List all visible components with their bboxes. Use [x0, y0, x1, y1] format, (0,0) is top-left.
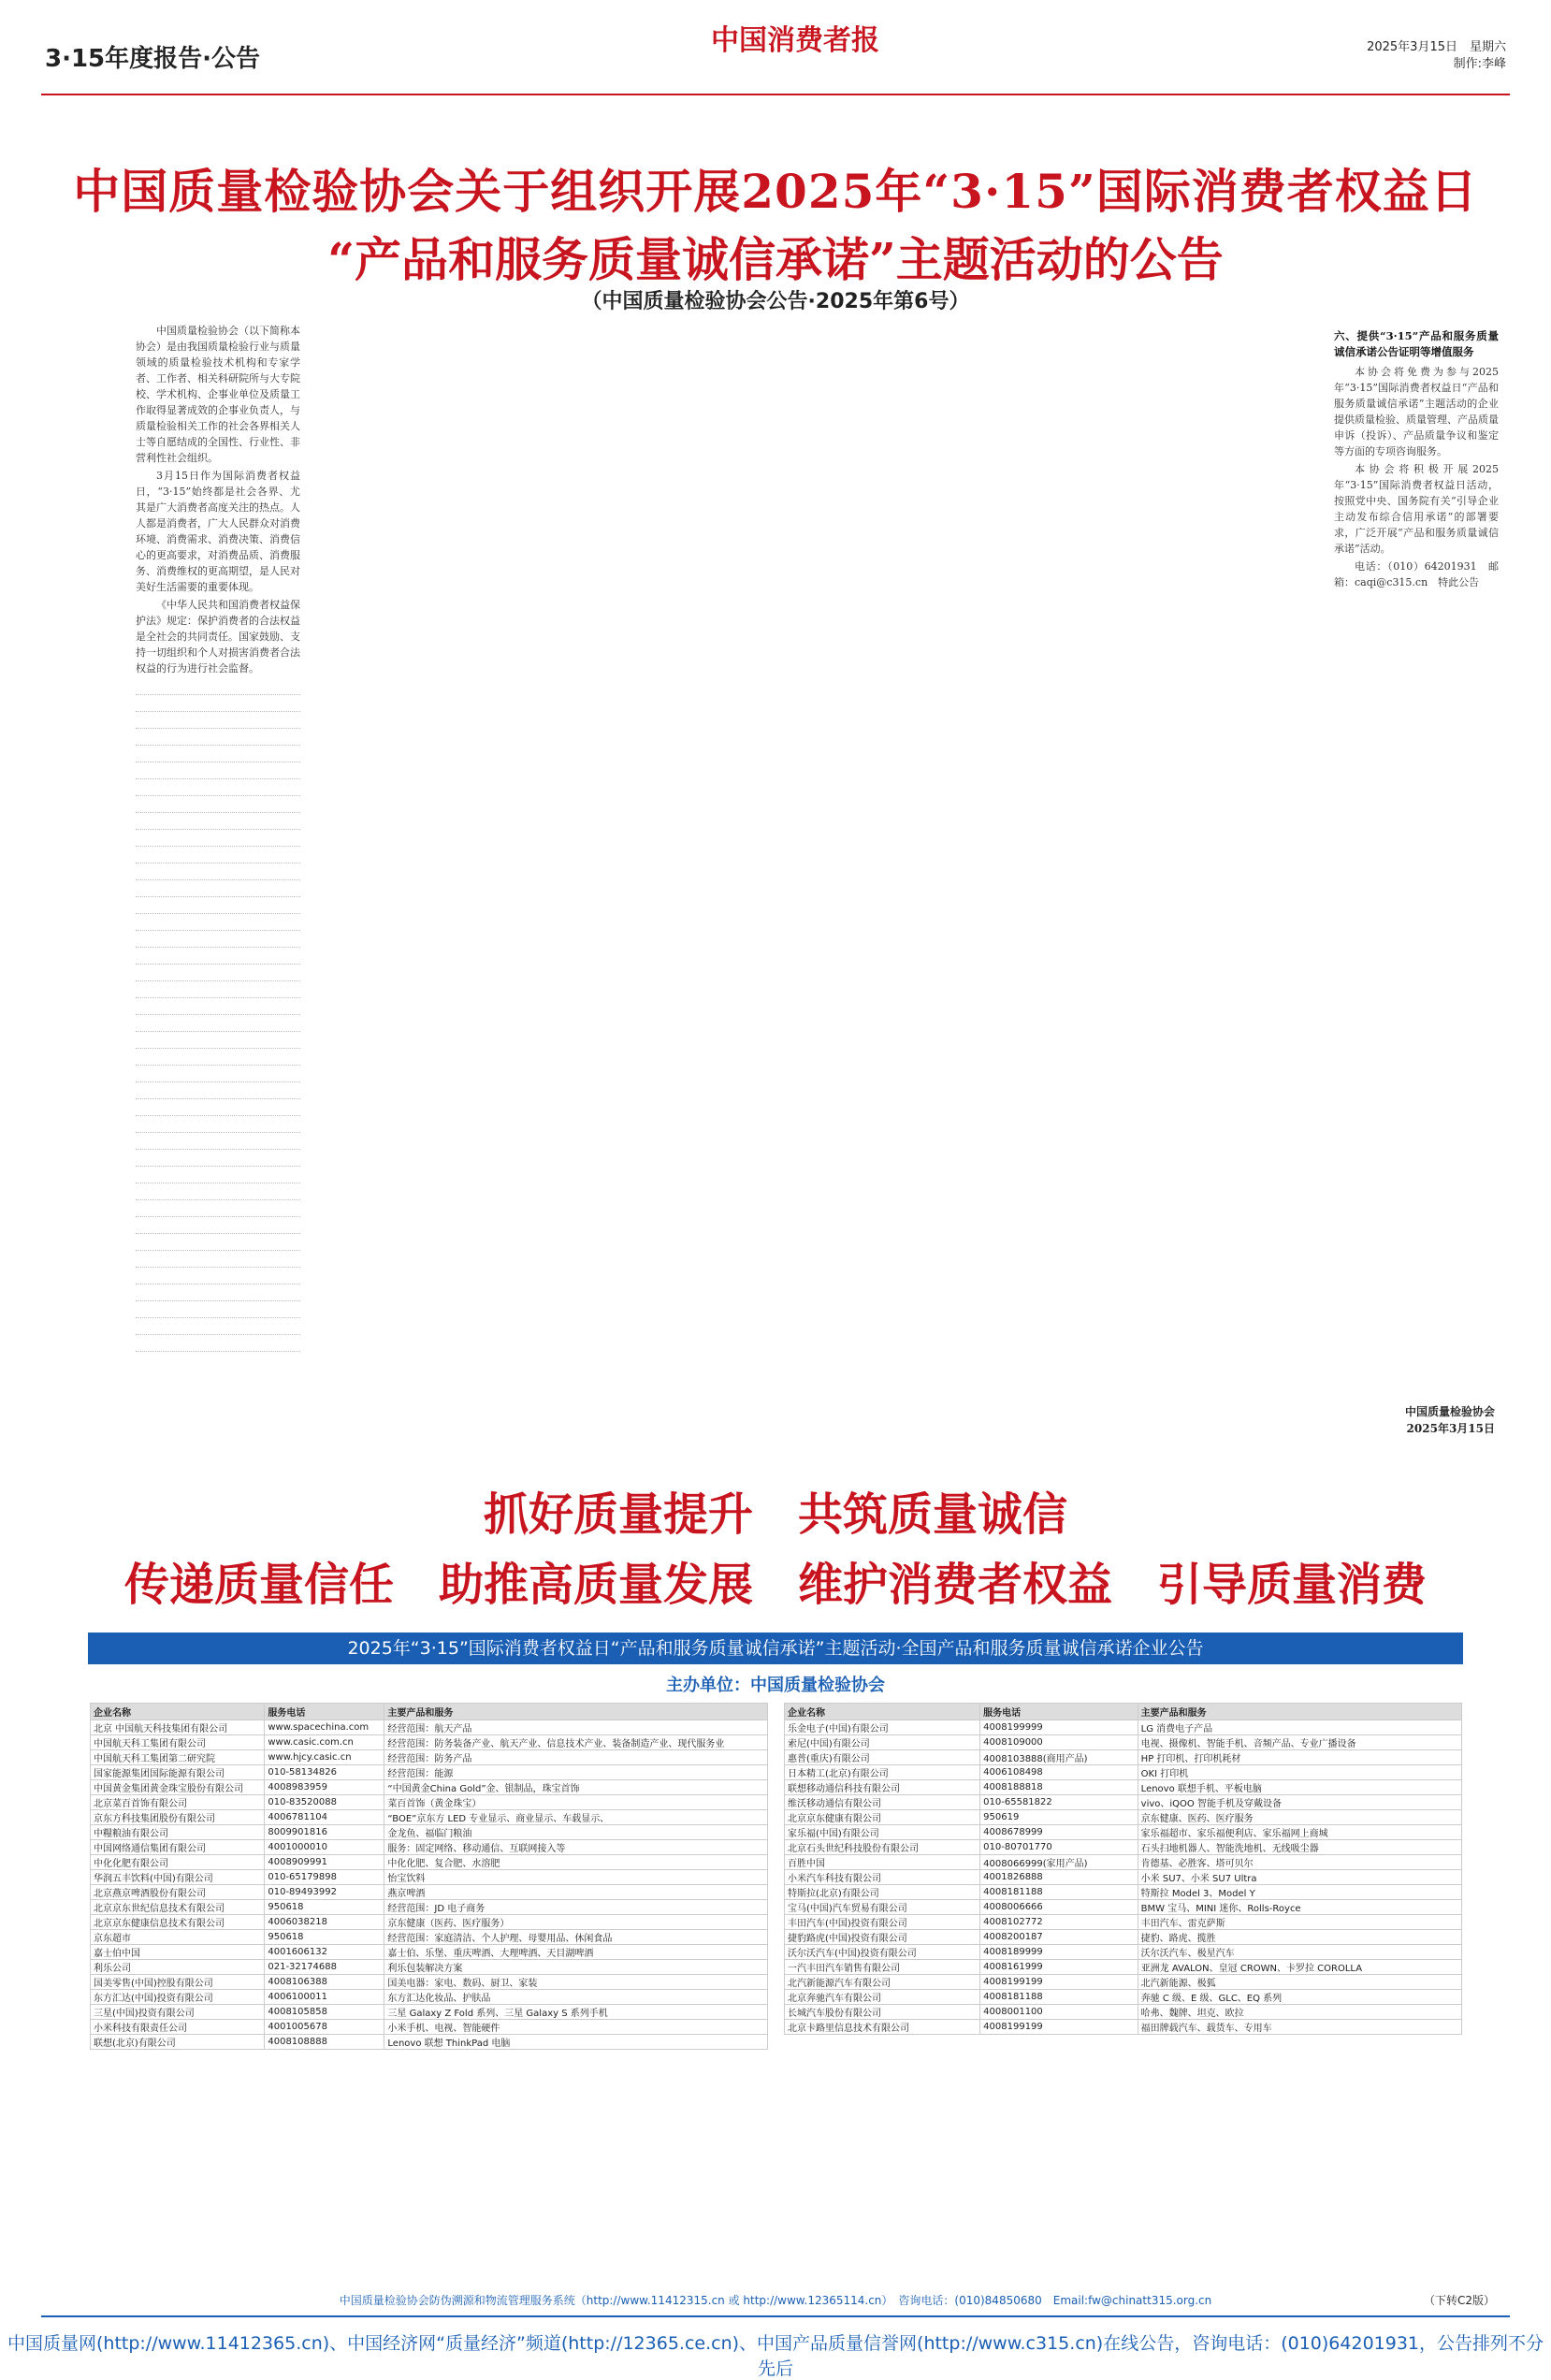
- article-body: [136, 323, 1499, 1464]
- section-label: 3·15年度报告·公告: [45, 45, 261, 73]
- table-row: [91, 1945, 768, 1960]
- products-cell: 金龙鱼、福临门粮油: [384, 1825, 768, 1840]
- service-phone-cell: 4001606132: [265, 1945, 384, 1960]
- table-row: [91, 1975, 768, 1990]
- company-name-cell: 百胜中国: [785, 1855, 980, 1870]
- table-row: [785, 1915, 1462, 1930]
- table-row: [91, 2020, 768, 2035]
- service-phone-cell: 4008188818: [980, 1780, 1138, 1795]
- table-header-phone: 服务电话: [265, 1704, 384, 1720]
- company-name-cell: 家乐福(中国)有限公司: [785, 1825, 980, 1840]
- company-name-cell: 中化化肥有限公司: [91, 1855, 265, 1870]
- table-row: [91, 1780, 768, 1795]
- products-cell: 京东健康、医药、医疗服务: [1138, 1810, 1461, 1825]
- company-name-cell: 北京燕京啤酒股份有限公司: [91, 1885, 265, 1900]
- company-name-cell: 中糧粮油有限公司: [91, 1825, 265, 1840]
- signature: [1405, 1403, 1495, 1437]
- article-paragraph: 本协会将积极开展2025年“3·15”国际消费者权益日活动，按照党中央、国务院有关“引导企业主动发布综合信用承诺”的部署要求，广泛开展“产品和服务质量诚信承诺”活动。: [1334, 463, 1499, 555]
- table-row: [785, 2005, 1462, 2020]
- article-column-2: [307, 323, 471, 1464]
- table-header-products: 主要产品和服务: [384, 1704, 768, 1720]
- company-name-cell: 特斯拉(北京)有限公司: [785, 1885, 980, 1900]
- company-name-cell: 国美零售(中国)控股有限公司: [91, 1975, 265, 1990]
- products-cell: 家乐福超市、家乐福便利店、家乐福网上商城: [1138, 1825, 1461, 1840]
- products-cell: 三星 Galaxy Z Fold 系列、三星 Galaxy S 系列手机: [384, 2005, 768, 2020]
- table-row: [785, 1840, 1462, 1855]
- service-phone-cell: 4008102772: [980, 1915, 1138, 1930]
- continued-label: （下转C2版）: [1423, 2294, 1495, 2307]
- company-name-cell: 小米汽车科技有限公司: [785, 1870, 980, 1885]
- service-phone-cell: 4008181188: [980, 1885, 1138, 1900]
- article-title-line2: “产品和服务质量诚信承诺”主题活动的公告: [327, 232, 1224, 287]
- service-phone-cell: 4008108888: [265, 2035, 384, 2050]
- announcement-bar: 2025年“3·15”国际消费者权益日“产品和服务质量诚信承诺”主题活动·全国产品和服务质量诚信承诺企业公告: [88, 1633, 1463, 1664]
- service-phone-cell: 4008161999: [980, 1960, 1138, 1975]
- products-cell: 国美电器：家电、数码、厨卫、家装: [384, 1975, 768, 1990]
- company-name-cell: 捷豹路虎(中国)投资有限公司: [785, 1930, 980, 1945]
- service-phone-cell: 4006781104: [265, 1810, 384, 1825]
- page-header: [0, 0, 1551, 103]
- service-phone-cell: 4008106388: [265, 1975, 384, 1990]
- company-name-cell: 小米科技有限责任公司: [91, 2020, 265, 2035]
- products-cell: 石头扫地机器人、智能洗地机、无线吸尘器: [1138, 1840, 1461, 1855]
- table-row: [785, 1960, 1462, 1975]
- table-row: [785, 1810, 1462, 1825]
- table-row: [91, 1990, 768, 2005]
- service-phone-cell: 4008103888(商用产品): [980, 1750, 1138, 1765]
- company-name-cell: 中国网络通信集团有限公司: [91, 1840, 265, 1855]
- issue-date: 2025年3月15日 星期六: [1367, 40, 1506, 54]
- service-phone-cell: 4001005678: [265, 2020, 384, 2035]
- company-name-cell: 北汽新能源汽车有限公司: [785, 1975, 980, 1990]
- issue-info: [1367, 39, 1506, 73]
- company-name-cell: 一汽丰田汽车销售有限公司: [785, 1960, 980, 1975]
- service-phone-cell: www.spacechina.com: [265, 1720, 384, 1735]
- newspaper-logo: 中国消费者报: [711, 24, 879, 57]
- products-cell: 福田牌载汽车、载货车、专用车: [1138, 2020, 1461, 2035]
- company-name-cell: 联想移动通信科技有限公司: [785, 1780, 980, 1795]
- products-cell: 亚洲龙 AVALON、皇冠 CROWN、卡罗拉 COROLLA: [1138, 1960, 1461, 1975]
- products-cell: 经营范围：防务产品: [384, 1750, 768, 1765]
- service-phone-cell: 4008678999: [980, 1825, 1138, 1840]
- service-phone-cell: 010-65179898: [265, 1870, 384, 1885]
- service-phone-cell: www.hjcy.casic.cn: [265, 1750, 384, 1765]
- products-cell: 菜百首饰（黄金珠宝）: [384, 1795, 768, 1810]
- table-row: [91, 1765, 768, 1780]
- article-column-6: [992, 323, 1156, 1464]
- table-header-name: 企业名称: [785, 1704, 980, 1720]
- table-row: [785, 1825, 1462, 1840]
- company-name-cell: 北京京东健康信息技术有限公司: [91, 1915, 265, 1930]
- service-phone-cell: 010-80701770: [980, 1840, 1138, 1855]
- slogan-line1: 抓好质量提升 共筑质量诚信: [483, 1488, 1067, 1541]
- company-name-cell: 东方汇达(中国)投资有限公司: [91, 1990, 265, 2005]
- table-row: [91, 1870, 768, 1885]
- table-row: [785, 2020, 1462, 2035]
- company-name-cell: 北京菜百首饰有限公司: [91, 1795, 265, 1810]
- products-cell: 奔驰 C 级、E 级、GLC、EQ 系列: [1138, 1990, 1461, 2005]
- article-column-8: [1334, 323, 1499, 1464]
- company-name-cell: 沃尔沃汽车(中国)投资有限公司: [785, 1945, 980, 1960]
- table-row: [91, 1855, 768, 1870]
- products-cell: “中国黄金China Gold”金、银制品，珠宝首饰: [384, 1780, 768, 1795]
- company-name-cell: 利乐公司: [91, 1960, 265, 1975]
- products-cell: 肯德基、必胜客、塔可贝尔: [1138, 1855, 1461, 1870]
- company-name-cell: 中国航天科工集团第二研究院: [91, 1750, 265, 1765]
- company-name-cell: 长城汽车股份有限公司: [785, 2005, 980, 2020]
- service-phone-cell: 4008189999: [980, 1945, 1138, 1960]
- products-cell: 经营范围：能源: [384, 1765, 768, 1780]
- article-column-4: [649, 323, 814, 1464]
- company-name-cell: 索尼(中国)有限公司: [785, 1735, 980, 1750]
- signature-org: 中国质量检验协会: [1404, 1405, 1495, 1418]
- article-paragraph: 电话：（010）64201931 邮箱：caqi@c315.cn 特此公告: [1334, 560, 1499, 588]
- company-name-cell: 北京奔驰汽车有限公司: [785, 1990, 980, 2005]
- table-row: [91, 1720, 768, 1735]
- signature-date: 2025年3月15日: [1406, 1422, 1495, 1435]
- products-cell: HP 打印机、打印机耗材: [1138, 1750, 1461, 1765]
- section-heading: 六、提供“3·15”产品和服务质量诚信承诺公告证明等增值服务: [1334, 329, 1499, 358]
- company-name-cell: 华润五丰饮料(中国)有限公司: [91, 1870, 265, 1885]
- service-phone-cell: www.casic.com.cn: [265, 1735, 384, 1750]
- products-cell: 哈弗、魏牌、坦克、欧拉: [1138, 2005, 1461, 2020]
- table-row: [785, 1735, 1462, 1750]
- table-header-products: 主要产品和服务: [1138, 1704, 1461, 1720]
- service-phone-cell: 4008909991: [265, 1855, 384, 1870]
- company-name-cell: 北京 中国航天科技集团有限公司: [91, 1720, 265, 1735]
- article-paragraph: 3月15日作为国际消费者权益日，“3·15”始终都是社会各界、尤其是广大消费者高度关注的热点。人人都是消费者，广大人民群众对消费环境、消费需求、消费决策、消费信心的更高要求，对消费品质、消费服务、消费维权的更高期望，是人民对美好生活需要的重要体现。: [136, 470, 300, 593]
- products-cell: 经营范围：航天产品: [384, 1720, 768, 1735]
- company-name-cell: 中国航天科工集团有限公司: [91, 1735, 265, 1750]
- table-header-name: 企业名称: [91, 1704, 265, 1720]
- company-name-cell: 乐金电子(中国)有限公司: [785, 1720, 980, 1735]
- footer-line1: [0, 2292, 1551, 2308]
- service-phone-cell: 010-83520088: [265, 1795, 384, 1810]
- service-phone-cell: 4008199999: [980, 1720, 1138, 1735]
- service-phone-cell: 021-32174688: [265, 1960, 384, 1975]
- service-phone-cell: 4006100011: [265, 1990, 384, 2005]
- table-row: [91, 1930, 768, 1945]
- table-row: [785, 1930, 1462, 1945]
- products-cell: OKI 打印机: [1138, 1765, 1461, 1780]
- article-paragraph: 《中华人民共和国消费者权益保护法》规定：保护消费者的合法权益是全社会的共同责任。国家鼓励、支持一切组织和个人对损害消费者合法权益的行为进行社会监督。: [136, 599, 300, 675]
- products-cell: 电视、摄像机、智能手机、音频产品、专业广播设备: [1138, 1735, 1461, 1750]
- footer-service-info: 中国质量检验协会防伪溯源和物流管理服务系统（http://www.11412315.cn 或 http://www.12365114.cn） 咨询电话：(010)84850680 Email:fw@chinatt315.org.cn: [339, 2294, 1212, 2307]
- enterprise-table-left: [90, 1703, 768, 2050]
- company-name-cell: 宝马(中国)汽车贸易有限公司: [785, 1900, 980, 1915]
- service-phone-cell: 4006038218: [265, 1915, 384, 1930]
- service-phone-cell: 4008181188: [980, 1990, 1138, 2005]
- products-cell: 中化化肥、复合肥、水溶肥: [384, 1855, 768, 1870]
- table-row: [91, 1795, 768, 1810]
- company-name-cell: 维沃移动通信有限公司: [785, 1795, 980, 1810]
- products-cell: Lenovo 联想 ThinkPad 电脑: [384, 2035, 768, 2050]
- service-phone-cell: 4006108498: [980, 1765, 1138, 1780]
- company-name-cell: 京东超市: [91, 1930, 265, 1945]
- service-phone-cell: 4008105858: [265, 2005, 384, 2020]
- table-row: [785, 1885, 1462, 1900]
- company-name-cell: 嘉士伯中国: [91, 1945, 265, 1960]
- service-phone-cell: 4008006666: [980, 1900, 1138, 1915]
- service-phone-cell: 4008199199: [980, 1975, 1138, 1990]
- service-phone-cell: 4008199199: [980, 2020, 1138, 2035]
- header-divider: [41, 94, 1510, 95]
- service-phone-cell: 010-58134826: [265, 1765, 384, 1780]
- table-row: [91, 2005, 768, 2020]
- table-row: [91, 1840, 768, 1855]
- table-row: [785, 1855, 1462, 1870]
- table-row: [785, 1765, 1462, 1780]
- table-row: [91, 1810, 768, 1825]
- article-paragraph: 本协会将免费为参与2025年“3·15”国际消费者权益日“产品和服务质量诚信承诺”主题活动的企业提供质量检验、质量管理、产品质量申诉（投诉）、产品质量争议和鉴定等方面的专项咨询服务。: [1334, 366, 1499, 457]
- enterprise-table-right: [784, 1703, 1462, 2035]
- service-phone-cell: 4008001100: [980, 2005, 1138, 2020]
- products-cell: BMW 宝马、MINI 迷你、Rolls-Royce: [1138, 1900, 1461, 1915]
- footer-line2: 中国质量网(http://www.11412365.cn)、中国经济网“质量经济”频道(http://12365.ce.cn)、中国产品质量信誉网(http://www.c315.cn)在线公告，咨询电话：(010)64201931，公告排列不分先后: [7, 2333, 1544, 2379]
- company-name-cell: 国家能源集团国际能源有限公司: [91, 1765, 265, 1780]
- products-cell: 沃尔沃汽车、极星汽车: [1138, 1945, 1461, 1960]
- table-row: [785, 1870, 1462, 1885]
- products-cell: 捷豹、路虎、揽胜: [1138, 1930, 1461, 1945]
- products-cell: 丰田汽车、雷克萨斯: [1138, 1915, 1461, 1930]
- products-cell: Lenovo 联想手机、平板电脑: [1138, 1780, 1461, 1795]
- table-row: [785, 1900, 1462, 1915]
- article-title-line1: 中国质量检验协会关于组织开展2025年“3·15”国际消费者权益日: [73, 164, 1478, 219]
- service-phone-cell: 010-89493992: [265, 1885, 384, 1900]
- products-cell: vivo、iQOO 智能手机及穿戴设备: [1138, 1795, 1461, 1810]
- table-row: [91, 1915, 768, 1930]
- article-paragraph: 中国质量检验协会（以下简称本协会）是由我国质量检验行业与质量领域的质量检验技术机构和专家学者、工作者、相关科研院所与大专院校、学术机构、企事业单位及质量工作取得显著成效的企事业负责人，与质量检验相关工作的社会各界相关人士等自愿结成的全国性、行业性、非营利性社会组织。: [136, 325, 300, 464]
- table-row: [785, 1990, 1462, 2005]
- table-header-phone: 服务电话: [980, 1704, 1138, 1720]
- slogan-line2: 传递质量信任 助推高质量发展 维护消费者权益 引导质量消费: [123, 1559, 1427, 1611]
- products-cell: 小米 SU7、小米 SU7 Ultra: [1138, 1870, 1461, 1885]
- products-cell: 特斯拉 Model 3、Model Y: [1138, 1885, 1461, 1900]
- table-row: [91, 1750, 768, 1765]
- service-phone-cell: 4008200187: [980, 1930, 1138, 1945]
- products-cell: 怡宝饮料: [384, 1870, 768, 1885]
- products-cell: 东方汇达化妆品、护肤品: [384, 1990, 768, 2005]
- table-row: [91, 1885, 768, 1900]
- table-row: [785, 1750, 1462, 1765]
- products-cell: 北汽新能源、极狐: [1138, 1975, 1461, 1990]
- service-phone-cell: 4008109000: [980, 1735, 1138, 1750]
- products-cell: 经营范围：家庭清洁、个人护理、母婴用品、休闲食品: [384, 1930, 768, 1945]
- products-cell: 京东健康（医药、医疗服务）: [384, 1915, 768, 1930]
- service-phone-cell: 950618: [265, 1930, 384, 1945]
- table-row: [785, 1945, 1462, 1960]
- products-cell: 利乐包装解决方案: [384, 1960, 768, 1975]
- table-row: [91, 1900, 768, 1915]
- products-cell: 经营范围：防务装备产业、航天产业、信息技术产业、装备制造产业、现代服务业: [384, 1735, 768, 1750]
- table-row: [91, 1825, 768, 1840]
- service-phone-cell: 4008983959: [265, 1780, 384, 1795]
- service-phone-cell: 4001826888: [980, 1870, 1138, 1885]
- service-phone-cell: 4008066999(家用产品): [980, 1855, 1138, 1870]
- organizer-label: 主办单位：中国质量检验协会: [666, 1676, 885, 1695]
- company-name-cell: 北京石头世纪科技股份有限公司: [785, 1840, 980, 1855]
- service-phone-cell: 950618: [265, 1900, 384, 1915]
- company-name-cell: 联想(北京)有限公司: [91, 2035, 265, 2050]
- company-name-cell: 惠普(重庆)有限公司: [785, 1750, 980, 1765]
- table-row: [91, 1735, 768, 1750]
- table-row: [91, 2035, 768, 2050]
- products-cell: “BOE”京东方 LED 专业显示、商业显示、车载显示、: [384, 1810, 768, 1825]
- company-name-cell: 中国黄金集团黄金珠宝股份有限公司: [91, 1780, 265, 1795]
- article-column-1: [136, 323, 300, 1464]
- products-cell: 嘉士伯、乐堡、重庆啤酒、大理啤酒、天目湖啤酒: [384, 1945, 768, 1960]
- products-cell: 燕京啤酒: [384, 1885, 768, 1900]
- service-phone-cell: 8009901816: [265, 1825, 384, 1840]
- table-row: [785, 1795, 1462, 1810]
- table-row: [785, 1975, 1462, 1990]
- products-cell: 小米手机、电视、智能硬件: [384, 2020, 768, 2035]
- company-name-cell: 丰田汽车(中国)投资有限公司: [785, 1915, 980, 1930]
- service-phone-cell: 4001000010: [265, 1840, 384, 1855]
- company-name-cell: 北京卡路里信息技术有限公司: [785, 2020, 980, 2035]
- company-name-cell: 日本精工(北京)有限公司: [785, 1765, 980, 1780]
- company-name-cell: 京东方科技集团股份有限公司: [91, 1810, 265, 1825]
- products-cell: LG 消费电子产品: [1138, 1720, 1461, 1735]
- service-phone-cell: 950619: [980, 1810, 1138, 1825]
- issue-editor: 制作:李峰: [1453, 57, 1506, 71]
- service-phone-cell: 010-65581822: [980, 1795, 1138, 1810]
- table-row: [785, 1780, 1462, 1795]
- products-cell: 服务：固定网络、移动通信、互联网接入等: [384, 1840, 768, 1855]
- article-column-7: [1163, 323, 1327, 1464]
- company-name-cell: 北京京东健康有限公司: [785, 1810, 980, 1825]
- article-subtitle: （中国质量检验协会公告·2025年第6号）: [581, 290, 970, 313]
- article-column-3: [478, 323, 643, 1464]
- products-cell: 经营范围：JD 电子商务: [384, 1900, 768, 1915]
- article-column-5: [820, 323, 985, 1464]
- company-name-cell: 北京京东世纪信息技术有限公司: [91, 1900, 265, 1915]
- company-name-cell: 三星(中国)投资有限公司: [91, 2005, 265, 2020]
- table-row: [785, 1720, 1462, 1735]
- footer-divider: [41, 2315, 1510, 2317]
- table-row: [91, 1960, 768, 1975]
